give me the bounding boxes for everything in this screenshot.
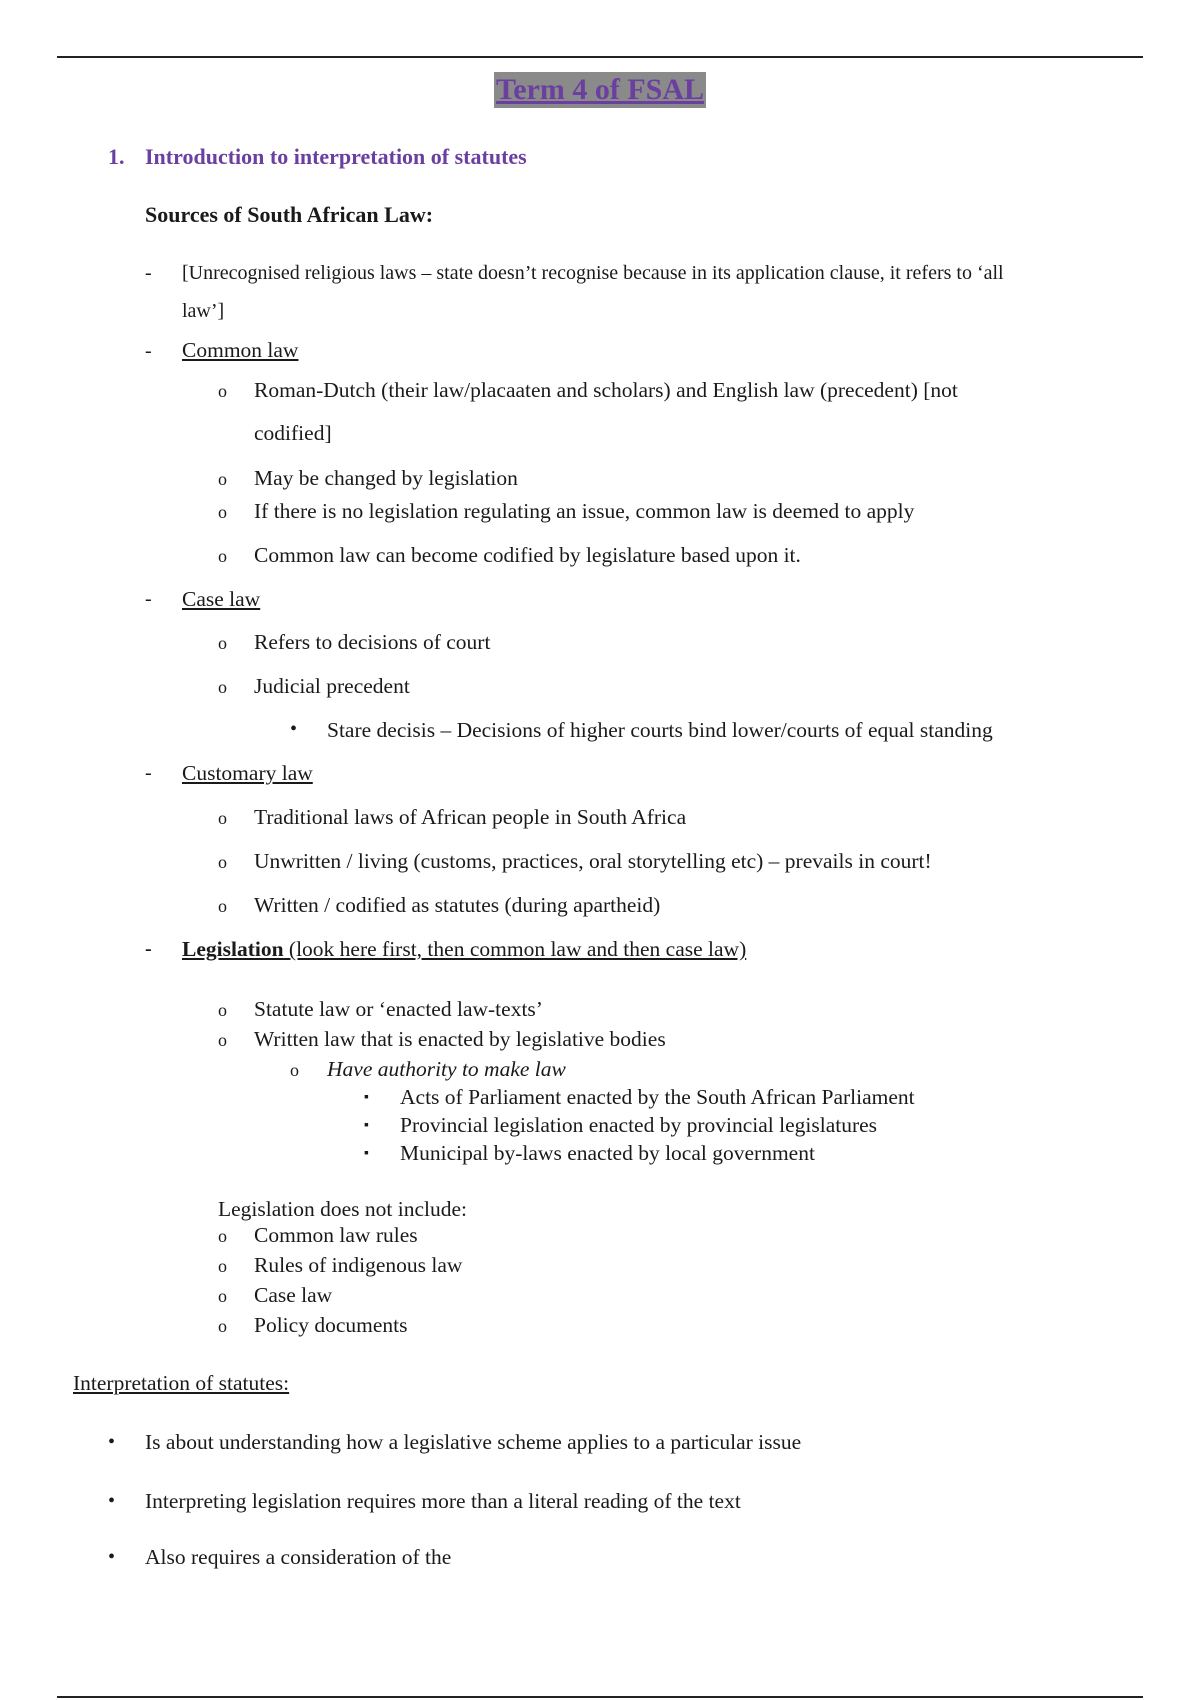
circle-marker: o xyxy=(218,852,227,872)
dash-marker: - xyxy=(145,588,152,610)
circle-marker: o xyxy=(218,1030,227,1050)
dash-marker: - xyxy=(145,340,152,362)
list-item: If there is no legislation regulating an issue, common law is deemed to apply xyxy=(254,499,915,523)
circle-marker: o xyxy=(218,502,227,522)
list-item: Roman-Dutch (their law/placaaten and scholars) and English law (precedent) [not xyxy=(254,378,958,402)
customary-law-label: Customary law xyxy=(182,761,313,785)
document-title-text: Term 4 of FSAL xyxy=(495,73,705,106)
common-law-label: Common law xyxy=(182,338,299,362)
circle-marker: o xyxy=(218,808,227,828)
circle-marker: o xyxy=(218,633,227,653)
list-item: Is about understanding how a legislative scheme applies to a particular issue xyxy=(145,1430,802,1454)
unrecognised-line-1: [Unrecognised religious laws – state doesn’t recognise because in its application clause, it refers to ‘all xyxy=(182,262,1004,284)
authority-text: Have authority to make law xyxy=(327,1057,566,1081)
list-item: codified] xyxy=(254,421,332,445)
list-item: Traditional laws of African people in South Africa xyxy=(254,805,687,829)
circle-marker: o xyxy=(218,381,227,401)
list-item: Written / codified as statutes (during apartheid) xyxy=(254,893,661,917)
list-item: Common law rules xyxy=(254,1223,418,1247)
circle-marker: o xyxy=(218,677,227,697)
section-heading: Introduction to interpretation of statutes xyxy=(145,144,527,169)
list-item: Written law that is enacted by legislative bodies xyxy=(254,1027,666,1051)
legislation-label: Legislation xyxy=(182,937,284,961)
list-item: Rules of indigenous law xyxy=(254,1253,463,1277)
bullet-marker: • xyxy=(290,718,298,740)
list-item: Interpreting legislation requires more than a literal reading of the text xyxy=(145,1489,741,1513)
bullet-marker: • xyxy=(108,1431,116,1453)
legislation-heading xyxy=(182,937,746,962)
unrecognised-line-2: law’] xyxy=(182,300,225,322)
list-item: Unwritten / living (customs, practices, oral storytelling etc) – prevails in court! xyxy=(254,849,932,873)
list-item: May be changed by legislation xyxy=(254,466,518,490)
bottom-rule xyxy=(57,1696,1143,1698)
document-title xyxy=(0,72,1200,108)
square-marker: ▪ xyxy=(364,1146,369,1161)
dash-marker: - xyxy=(145,762,152,784)
list-item: Common law can become codified by legislature based upon it. xyxy=(254,543,801,567)
circle-marker: o xyxy=(218,1226,227,1246)
section-number: 1. xyxy=(108,144,125,169)
not-include-heading: Legislation does not include: xyxy=(218,1197,467,1221)
list-item: Also requires a consideration of the xyxy=(145,1545,452,1569)
list-item: Refers to decisions of court xyxy=(254,630,491,654)
dash-marker: - xyxy=(145,938,152,960)
list-item: Municipal by-laws enacted by local government xyxy=(400,1141,815,1165)
case-law-label: Case law xyxy=(182,587,261,611)
dash-marker: - xyxy=(145,262,152,284)
list-item: Policy documents xyxy=(254,1313,408,1337)
list-item: Provincial legislation enacted by provincial legislatures xyxy=(400,1113,878,1137)
circle-marker: o xyxy=(218,469,227,489)
circle-marker: o xyxy=(290,1060,299,1080)
list-item: Judicial precedent xyxy=(254,674,410,698)
sources-heading: Sources of South African Law: xyxy=(145,202,434,227)
interpretation-heading: Interpretation of statutes: xyxy=(73,1371,290,1395)
circle-marker: o xyxy=(218,546,227,566)
list-item: Statute law or ‘enacted law-texts’ xyxy=(254,997,543,1021)
circle-marker: o xyxy=(218,1286,227,1306)
legislation-note: (look here first, then common law and then case law) xyxy=(283,937,747,961)
list-item: Case law xyxy=(254,1283,333,1307)
square-marker: ▪ xyxy=(364,1090,369,1105)
circle-marker: o xyxy=(218,896,227,916)
square-marker: ▪ xyxy=(364,1118,369,1133)
bullet-marker: • xyxy=(108,1546,116,1568)
top-rule xyxy=(57,56,1143,58)
circle-marker: o xyxy=(218,1000,227,1020)
list-item: Stare decisis – Decisions of higher courts bind lower/courts of equal standing xyxy=(327,718,993,742)
list-item: Acts of Parliament enacted by the South African Parliament xyxy=(400,1085,915,1109)
bullet-marker: • xyxy=(108,1490,116,1512)
circle-marker: o xyxy=(218,1316,227,1336)
circle-marker: o xyxy=(218,1256,227,1276)
